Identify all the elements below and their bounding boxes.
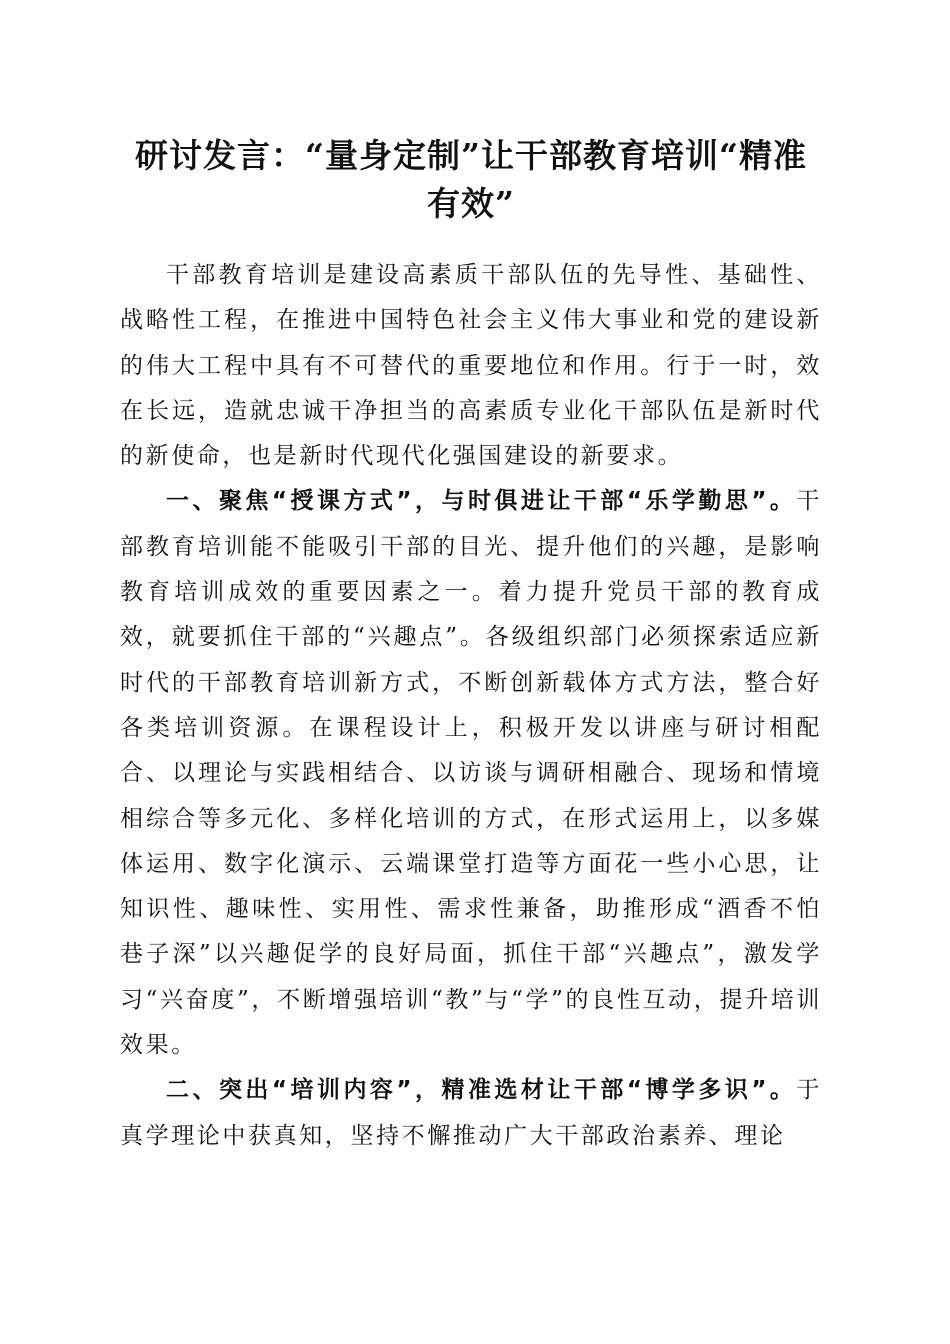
paragraph-section-2 — [120, 1068, 822, 1159]
section-heading: 一、聚焦“授课方式”，与时俱进让干部“乐学勤思”。 — [166, 488, 797, 515]
paragraph-text: 干部教育培训能不能吸引干部的目光、提升他们的兴趣，是影响教育培训成效的重要因素之一。着力提升党员干部的教育成效，就要抓住干部的“兴趣点”。各级组织部门必须探索适应新时代的干部教育培训新方式，不断创新载体方式方法，整合好各类培训资源。在课程设计上，积极开发以讲座与研讨相配合、以理论与实践相结合、以访谈与调研相融合、现场和情境相综合等多元化、多样化培训的方式，在形式运用上，以多媒体运用、数字化演示、云端课堂打造等方面花一些小心思，让知识性、趣味性、实用性、需求性兼备，助推形成“酒香不怕巷子深”以兴趣促学的良好局面，抓住干部“兴趣点”，激发学习“兴奋度”，不断增强培训“教”与“学”的良性互动，提升培训效果。 — [120, 488, 822, 1059]
paragraph-section-1 — [120, 479, 822, 1068]
paragraph-text: 干部教育培训是建设高素质干部队伍的先导性、基础性、战略性工程，在推进中国特色社会主义伟大事业和党的建设新的伟大工程中具有不可替代的重要地位和作用。行于一时，效在长远，造就忠诚干净担当的高素质专业化干部队伍是新时代的新使命，也是新时代现代化强国建设的新要求。 — [120, 262, 822, 470]
paragraph-intro — [120, 253, 822, 479]
paragraph-text: 于真学理论中获真知，坚持不懈推动广大干部政治素养、理论 — [120, 1077, 822, 1149]
section-heading: 二、突出“培训内容”，精准选材让干部“博学多识”。 — [166, 1077, 797, 1104]
document-body — [120, 253, 822, 1159]
document-title: 研讨发言：“量身定制”让干部教育培训“精准有效” — [135, 136, 807, 223]
